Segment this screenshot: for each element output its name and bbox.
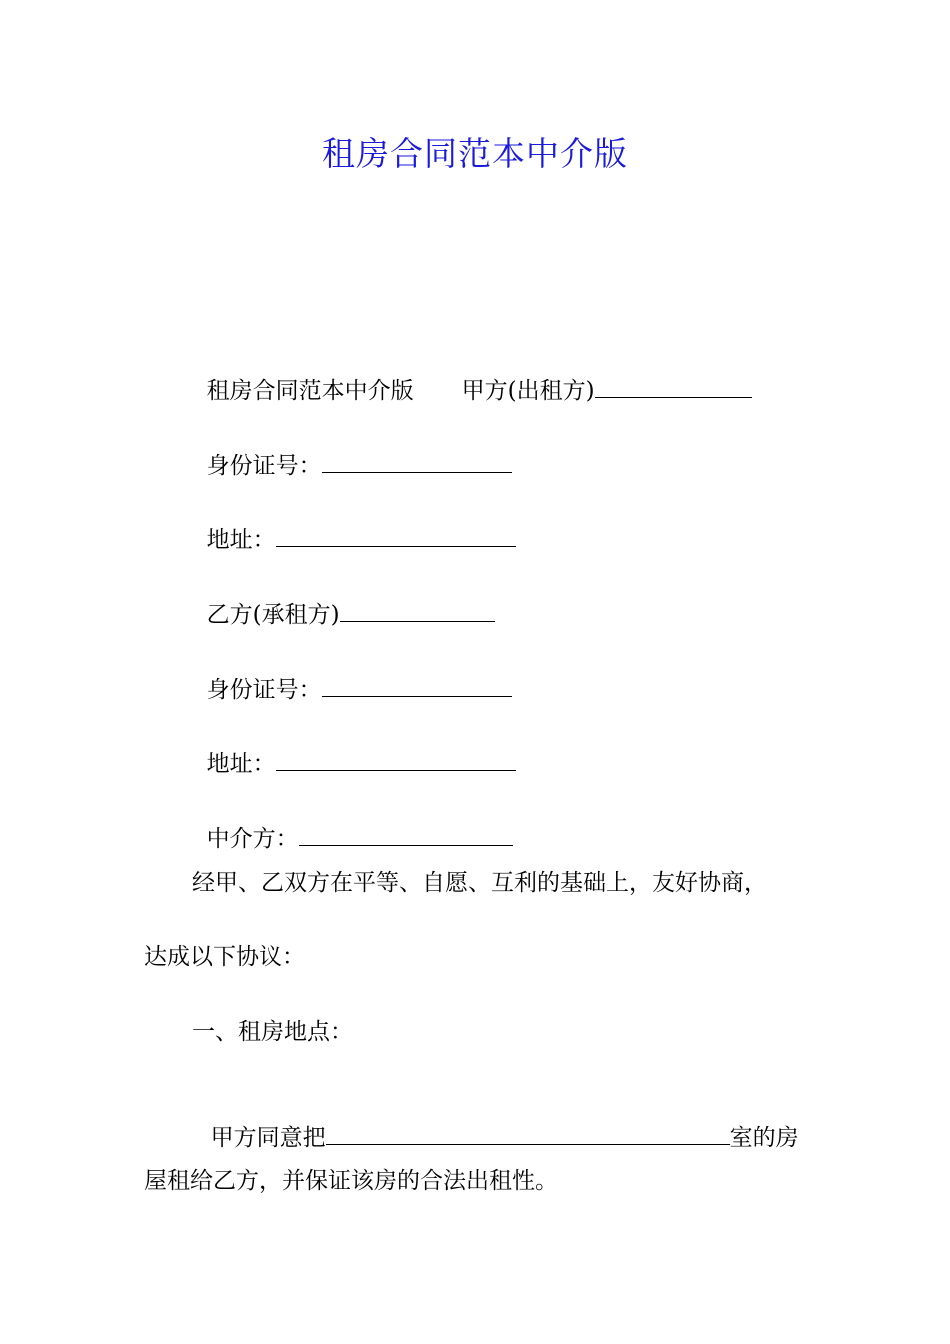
party-b-line bbox=[192, 569, 495, 630]
room-address-blank[interactable] bbox=[326, 1122, 730, 1145]
party-b-id-blank[interactable] bbox=[322, 674, 512, 697]
header-line bbox=[192, 345, 752, 406]
section-1-line-2: 屋租给乙方，并保证该房的合法出租性。 bbox=[144, 1168, 558, 1194]
party-b-id-label: 身份证号： bbox=[206, 677, 322, 703]
preamble-line-2: 达成以下协议： bbox=[144, 944, 305, 970]
party-b-label: 乙方(承租方) bbox=[206, 602, 340, 628]
agency-blank[interactable] bbox=[299, 823, 513, 846]
agency-label: 中介方： bbox=[206, 826, 299, 852]
section-1-text-a: 甲方同意把 bbox=[210, 1125, 326, 1151]
party-a-blank[interactable] bbox=[595, 375, 752, 398]
section-1-heading: 一、租房地点： bbox=[192, 1019, 353, 1045]
party-b-blank[interactable] bbox=[340, 599, 495, 622]
party-a-address-line bbox=[192, 494, 516, 555]
section-1-line-1 bbox=[196, 1092, 799, 1153]
party-b-id-line bbox=[192, 644, 512, 705]
agency-line bbox=[192, 793, 513, 854]
party-b-address-blank[interactable] bbox=[276, 748, 516, 771]
party-b-address-line bbox=[192, 718, 516, 779]
party-a-address-blank[interactable] bbox=[276, 524, 516, 547]
party-a-address-label: 地址： bbox=[206, 527, 276, 553]
section-1-text-b: 室的房 bbox=[729, 1125, 799, 1151]
party-a-id-line bbox=[192, 420, 512, 481]
header-left-text: 租房合同范本中介版 bbox=[206, 378, 414, 404]
party-b-address-label: 地址： bbox=[206, 751, 276, 777]
party-a-id-blank[interactable] bbox=[322, 450, 512, 473]
party-a-label: 甲方(出租方) bbox=[461, 378, 595, 404]
preamble-line-1: 经甲、乙双方在平等、自愿、互利的基础上，友好协商， bbox=[192, 870, 767, 896]
party-a-id-label: 身份证号： bbox=[206, 453, 322, 479]
document-title: 租房合同范本中介版 bbox=[322, 134, 628, 173]
